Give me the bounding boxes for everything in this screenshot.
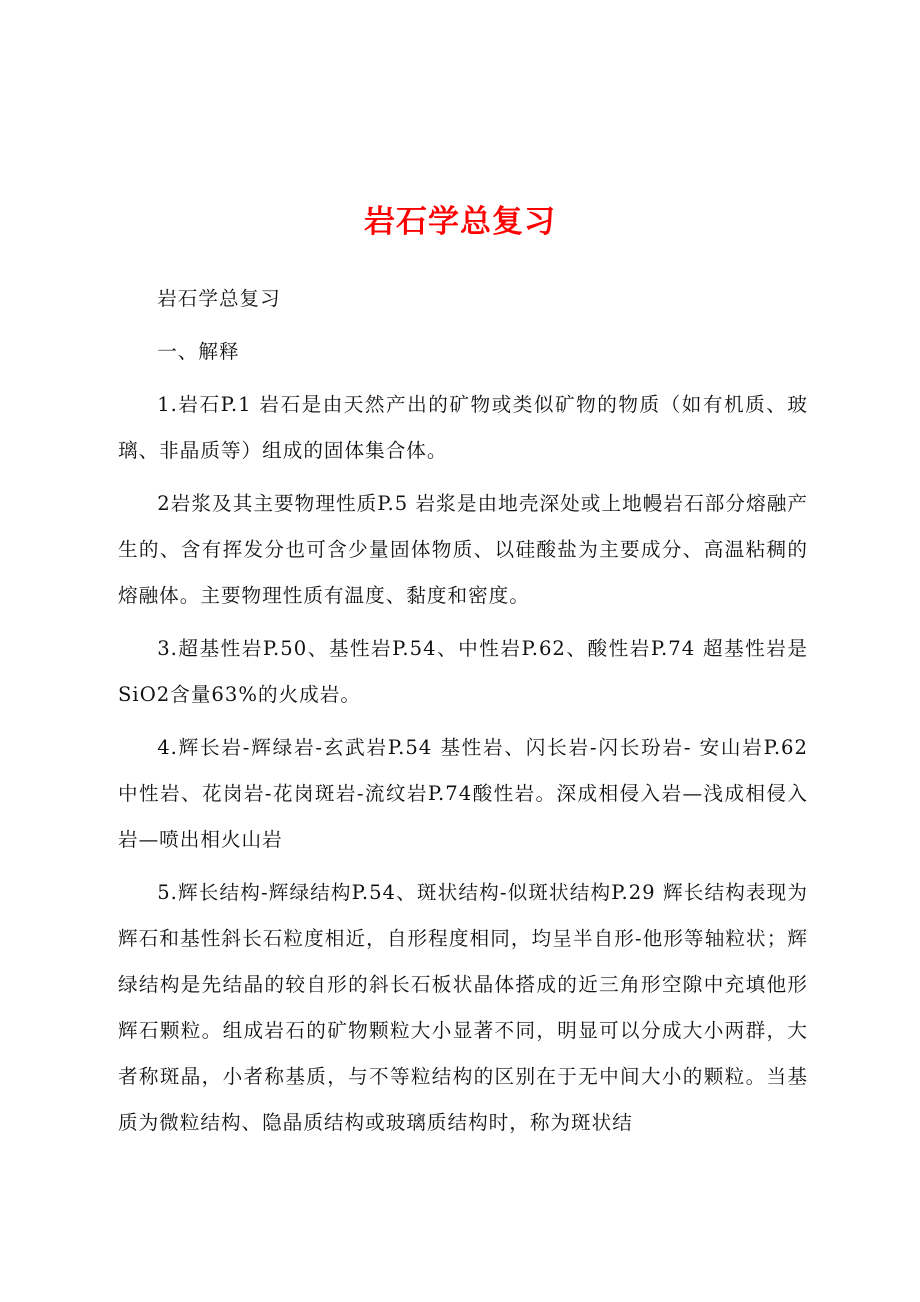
document-body (118, 276, 808, 1153)
paragraph-item-5: 5.辉长结构-辉绿结构P.54、斑状结构-似斑状结构P.29 辉长结构表现为辉石和基性斜长石粒度相近，自形程度相同，均呈半自形-他形等轴粒状；辉绿结构是先结晶的较自形的斜长石板状晶体搭成的近三角形空隙中充填他形辉石颗粒。组成岩石的矿物颗粒大小显著不同，明显可以分成大小两群，大者称斑晶，小者称基质，与不等粒结构的区别在于无中间大小的颗粒。当基质为微粒结构、隐晶质结构或玻璃质结构时，称为斑状结 (118, 881, 808, 1134)
document-title: 岩石学总复习 (364, 204, 556, 240)
paragraph-item-3: 3.超基性岩P.50、基性岩P.54、中性岩P.62、酸性岩P.74 超基性岩是SiO2含量63%的火成岩。 (118, 637, 808, 706)
paragraph-item-4: 4.辉长岩-辉绿岩-玄武岩P.54 基性岩、闪长岩-闪长玢岩- 安山岩P.62 中性岩、花岗岩-花岗斑岩-流纹岩P.74酸性岩。深成相侵入岩—浅成相侵入岩—喷出相火山岩 (118, 736, 808, 851)
paragraph-item-2: 2岩浆及其主要物理性质P.5 岩浆是由地壳深处或上地幔岩石部分熔融产生的、含有挥发分也可含少量固体物质、以硅酸盐为主要成分、高温粘稠的熔融体。主要物理性质有温度、黏度和密度。 (118, 492, 808, 607)
paragraph-heading: 岩石学总复习 (157, 287, 281, 310)
paragraph-item-1: 1.岩石P.1 岩石是由天然产出的矿物或类似矿物的物质（如有机质、玻璃、非晶质等）组成的固体集合体。 (118, 393, 808, 462)
paragraph-section-explain: 一、解释 (157, 340, 240, 363)
